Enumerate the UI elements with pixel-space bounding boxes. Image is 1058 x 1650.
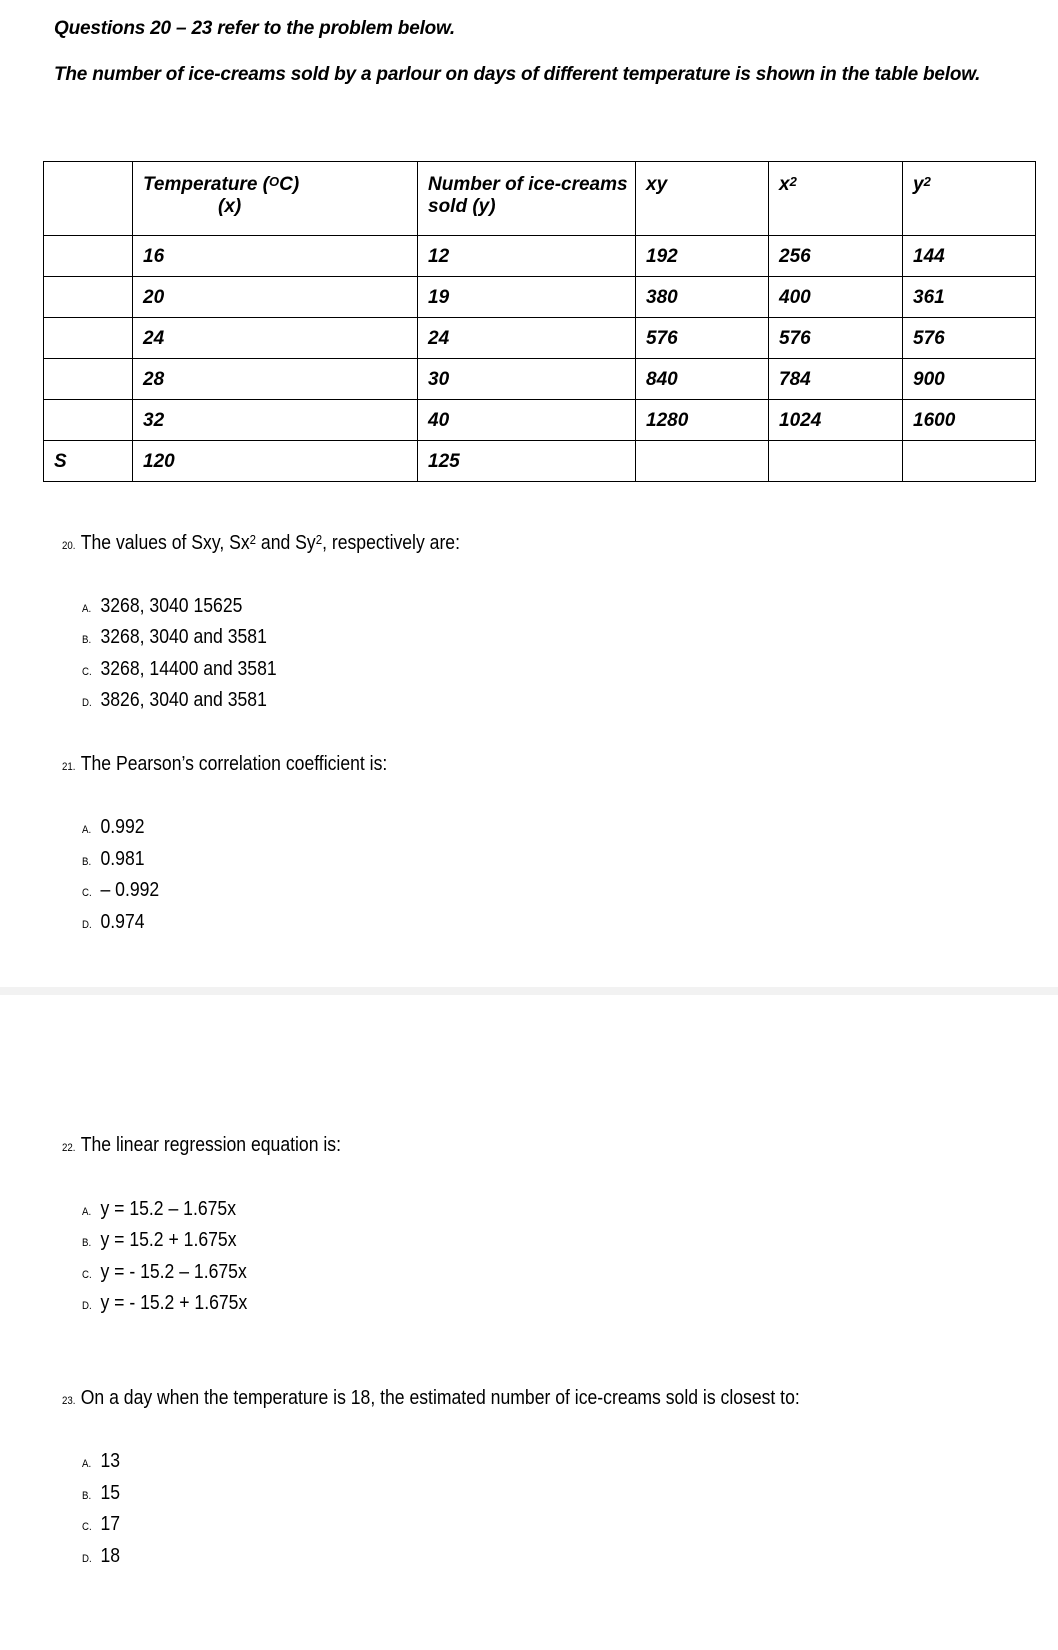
- cell-x2: 400: [769, 277, 903, 318]
- intro-heading: Questions 20 – 23 refer to the problem below.: [54, 18, 456, 39]
- cell-y2: 361: [903, 277, 1036, 318]
- sum-y2: [903, 441, 1036, 482]
- header-x-squared: $x^2$: [769, 162, 903, 236]
- header-blank-cell: [44, 162, 133, 236]
- sum-label: S: [44, 441, 133, 482]
- cell-x: 16: [133, 236, 418, 277]
- cell-y2: 900: [903, 359, 1036, 400]
- question-number: 21.: [62, 761, 76, 773]
- option-22d[interactable]: D. y = - 15.2 + 1.675x: [82, 1292, 248, 1314]
- cell-x: 32: [133, 400, 418, 441]
- cell-x: 24: [133, 318, 418, 359]
- question-number: 23.: [62, 1395, 76, 1407]
- header-y-squared: $y^2$: [903, 162, 1036, 236]
- table-sum-row: [44, 441, 1036, 482]
- option-20a[interactable]: A. 3268, 3040 15625: [82, 595, 243, 617]
- header-xy: xy: [636, 162, 769, 236]
- cell-xy: 192: [636, 236, 769, 277]
- table-row: [44, 359, 1036, 400]
- cell-x2: 256: [769, 236, 903, 277]
- option-23a[interactable]: A. 13: [82, 1450, 121, 1472]
- option-21a[interactable]: A. 0.992: [82, 816, 145, 838]
- cell-y2: 1600: [903, 400, 1036, 441]
- header-ice-creams-sold: Number of ice-creams sold (y): [418, 162, 636, 236]
- question-number: 20.: [62, 540, 76, 552]
- option-22b[interactable]: B. y = 15.2 + 1.675x: [82, 1229, 237, 1251]
- ice-cream-data-table: [43, 161, 1036, 482]
- cell-x2: 576: [769, 318, 903, 359]
- option-21d[interactable]: D. 0.974: [82, 911, 145, 933]
- question-21: 21. The Pearson’s correlation coefficient is:: [62, 753, 388, 775]
- cell-y: 40: [418, 400, 636, 441]
- option-20d[interactable]: D. 3826, 3040 and 3581: [82, 689, 267, 711]
- sum-xy: [636, 441, 769, 482]
- cell-xy: 380: [636, 277, 769, 318]
- cell-x: 20: [133, 277, 418, 318]
- option-20b[interactable]: B. 3268, 3040 and 3581: [82, 626, 267, 648]
- table-header-row: [44, 162, 1036, 236]
- cell-x2: 784: [769, 359, 903, 400]
- sum-x2: [769, 441, 903, 482]
- question-20: 20. The values of Sxy, Sx$^2$ and Sy$^2$, respectively are:: [62, 532, 460, 554]
- intro-description: The number of ice-creams sold by a parlour on days of different temperature is shown in the table below.: [54, 64, 981, 85]
- sum-y: 125: [418, 441, 636, 482]
- page-divider: [0, 987, 1058, 995]
- table-row: [44, 236, 1036, 277]
- cell-y: 12: [418, 236, 636, 277]
- cell-xy: 576: [636, 318, 769, 359]
- table-row: [44, 318, 1036, 359]
- option-22a[interactable]: A. y = 15.2 – 1.675x: [82, 1198, 237, 1220]
- cell-y: 30: [418, 359, 636, 400]
- table-row: [44, 400, 1036, 441]
- cell-xy: 840: [636, 359, 769, 400]
- header-temperature: Temperature ($^O$C) (x): [133, 162, 418, 236]
- question-number: 22.: [62, 1142, 76, 1154]
- option-20c[interactable]: C. 3268, 14400 and 3581: [82, 658, 277, 680]
- question-23: 23. On a day when the temperature is 18, the estimated number of ice-creams sold is closest to:: [62, 1387, 800, 1409]
- cell-x: 28: [133, 359, 418, 400]
- option-22c[interactable]: C. y = - 15.2 – 1.675x: [82, 1261, 247, 1283]
- cell-y2: 144: [903, 236, 1036, 277]
- cell-y: 19: [418, 277, 636, 318]
- option-23d[interactable]: D. 18: [82, 1545, 121, 1567]
- cell-x2: 1024: [769, 400, 903, 441]
- header-temperature-variable: (x): [218, 196, 242, 217]
- option-21c[interactable]: C. – 0.992: [82, 879, 160, 901]
- cell-y: 24: [418, 318, 636, 359]
- option-23c[interactable]: C. 17: [82, 1513, 121, 1535]
- sum-x: 120: [133, 441, 418, 482]
- cell-y2: 576: [903, 318, 1036, 359]
- option-23b[interactable]: B. 15: [82, 1482, 121, 1504]
- option-21b[interactable]: B. 0.981: [82, 848, 145, 870]
- cell-xy: 1280: [636, 400, 769, 441]
- question-22: 22. The linear regression equation is:: [62, 1134, 341, 1156]
- table-row: [44, 277, 1036, 318]
